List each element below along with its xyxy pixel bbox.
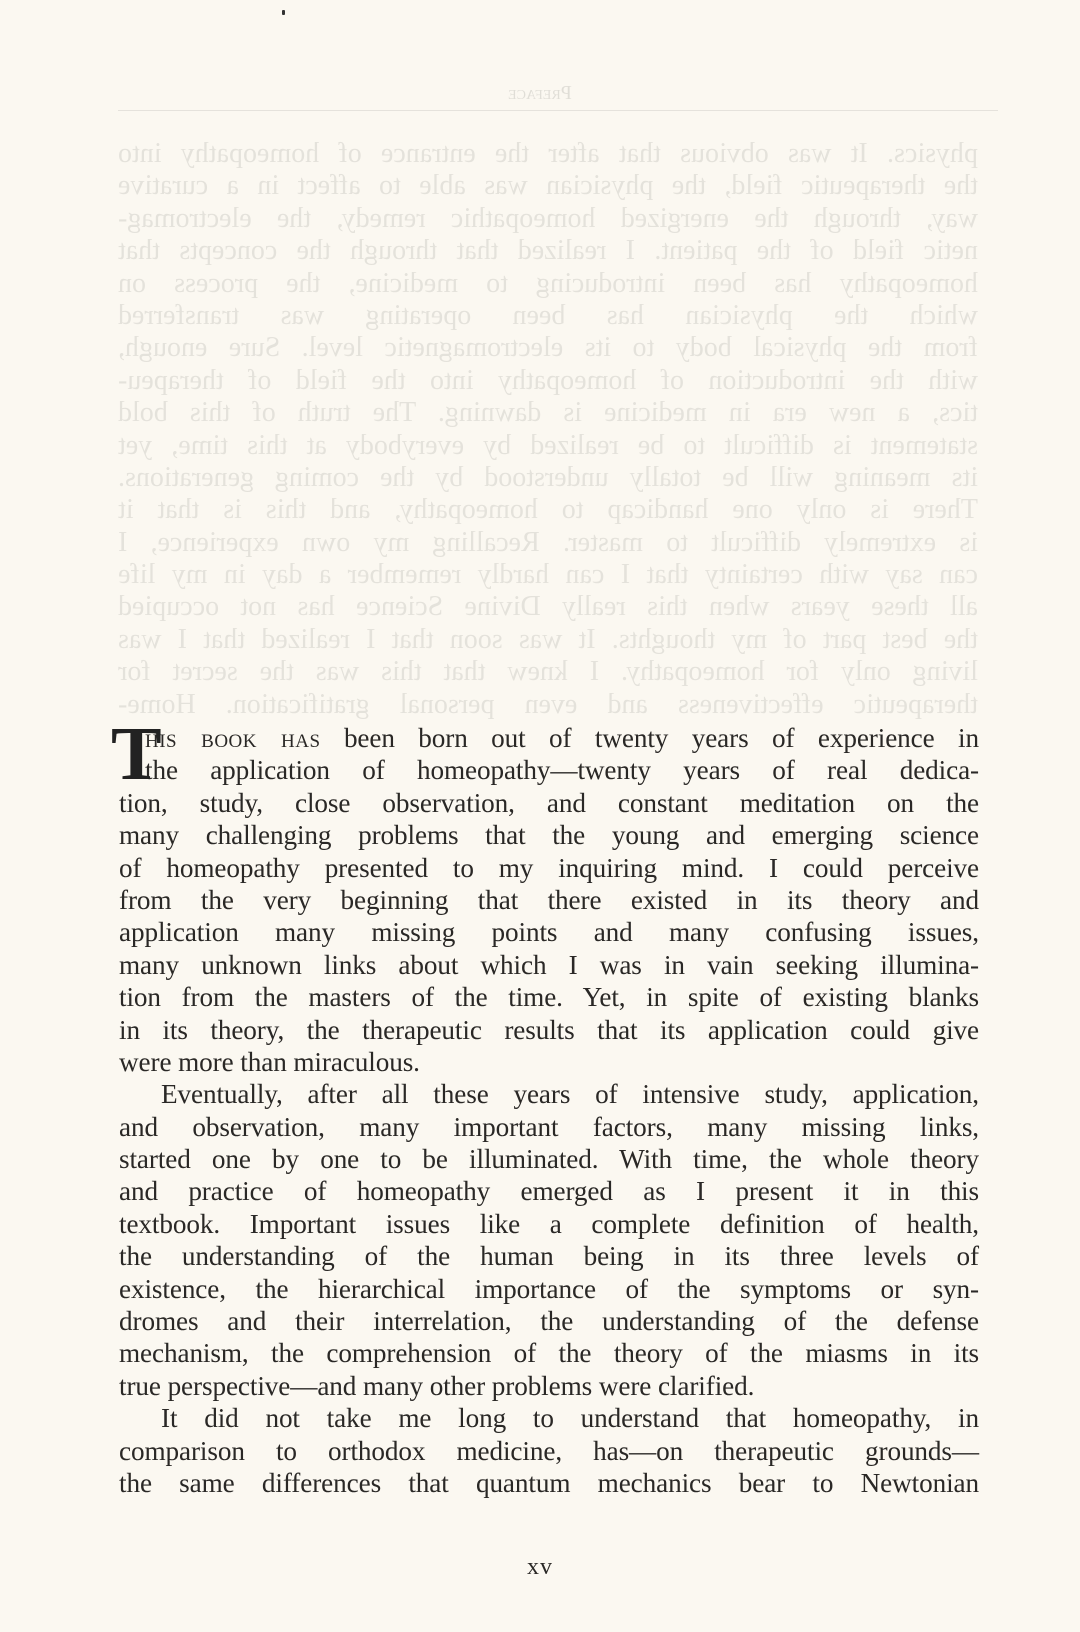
bleed-through-line: with the introduction of homeopathy into the field of therapeu- <box>118 364 978 396</box>
text-line: Eventually, after all these years of intensive study, application, <box>161 1079 979 1110</box>
text-line: his book has been born out of twenty years of experience in <box>145 723 979 753</box>
bleed-through-line: tics, a new era in medicine is dawning. The truth of this bold <box>118 397 978 429</box>
text-line: the application of homeopathy—twenty years of real dedica- <box>145 755 979 786</box>
bleed-through-line: which the physician has been operating was transferred <box>118 299 978 331</box>
bleed-through-line: way, through the energized homeopathic remedy, the electromag- <box>118 202 978 234</box>
text-line: It did not take me long to understand that homeopathy, in <box>161 1403 979 1434</box>
bleed-through-line: netic field of the patient. I realized that through the concepts that <box>118 235 978 267</box>
bleed-through-line: physics. It was obvious that after the entrance of homeopathy into <box>118 138 978 169</box>
bleed-through-line: There is only one handicap to homeopathy, and this is that it <box>118 494 978 526</box>
text-line: mechanism, the comprehension of the theory of the miasms in its <box>119 1338 979 1369</box>
bleed-through-line: therapeutic effectiveness and even personal gratification. Home- <box>118 688 978 720</box>
bleed-through-line: statement is difficult to be realized by everybody at this time, yet <box>118 429 978 461</box>
preface-body <box>111 712 979 1499</box>
text-line: in its theory, the therapeutic results that its application could give <box>119 1014 979 1045</box>
text-line: from the very beginning that there existed in its theory and <box>119 884 979 915</box>
text-line: started one by one to be illuminated. With time, the whole theory <box>119 1144 979 1175</box>
bleed-through-line: is extremely difficult to master. Recalling my own experience, I <box>118 526 978 558</box>
text-line: many challenging problems that the young and emerging science <box>119 820 979 851</box>
text-line: of homeopathy presented to my inquiring mind. I could perceive <box>119 852 979 883</box>
bleed-through-line: homeopathy has been introducing to medicine, the process on <box>118 267 978 299</box>
text-line: dromes and their interrelation, the understanding of the defense <box>119 1306 979 1337</box>
text-line: the understanding of the human being in its three levels of <box>119 1241 979 1272</box>
text-line: application many missing points and many confusing issues, <box>119 917 979 948</box>
opening-smallcaps: his book has <box>145 723 321 753</box>
text-line: and practice of homeopathy emerged as I present it in this <box>119 1176 979 1207</box>
text-line: and observation, many important factors, many missing links, <box>119 1111 979 1142</box>
ink-speck <box>282 10 285 15</box>
bleed-through-line: all these years when this really Divine Science has not occupied <box>118 591 978 623</box>
text-line: were more than miraculous. <box>119 1046 420 1077</box>
text-line: textbook. Important issues like a complete definition of health, <box>119 1208 979 1239</box>
bleed-through-line: the best part of my thoughts. It was soon that I realized that I was <box>118 623 978 655</box>
bleed-through-line: from the physical body to its electromagnetic level. Sure enough, <box>118 332 978 364</box>
bleed-through-line: living only for homeopathy. I knew that this was the secret for <box>118 656 978 688</box>
bleed-through-text <box>118 138 978 721</box>
bleed-through-header-rule <box>118 110 998 111</box>
text-line: tion, study, close observation, and constant meditation on the <box>119 787 979 818</box>
bleed-through-running-head: Preface <box>508 82 572 104</box>
bleed-through-line: its meaning will be totally understood by the coming generations. <box>118 461 978 493</box>
text-line: true perspective—and many other problems were clarified. <box>119 1370 755 1401</box>
text-line: existence, the hierarchical importance of the symptoms or syn- <box>119 1273 979 1304</box>
text-line: tion from the masters of the time. Yet, in spite of existing blanks <box>119 982 979 1013</box>
text-line: comparison to orthodox medicine, has—on therapeutic grounds— <box>119 1435 979 1466</box>
text-line: many unknown links about which I was in vain seeking illumina- <box>119 949 979 980</box>
bleed-through-line: the therapeutic field, the physician was able to affect in a curative <box>118 170 978 202</box>
bleed-through-line: can say with certainty that I can hardly remember a day in my life <box>118 559 978 591</box>
page-number: xv <box>527 1554 553 1580</box>
text-line: the same differences that quantum mechanics bear to Newtonian <box>119 1467 979 1498</box>
drop-cap: T <box>111 712 162 796</box>
